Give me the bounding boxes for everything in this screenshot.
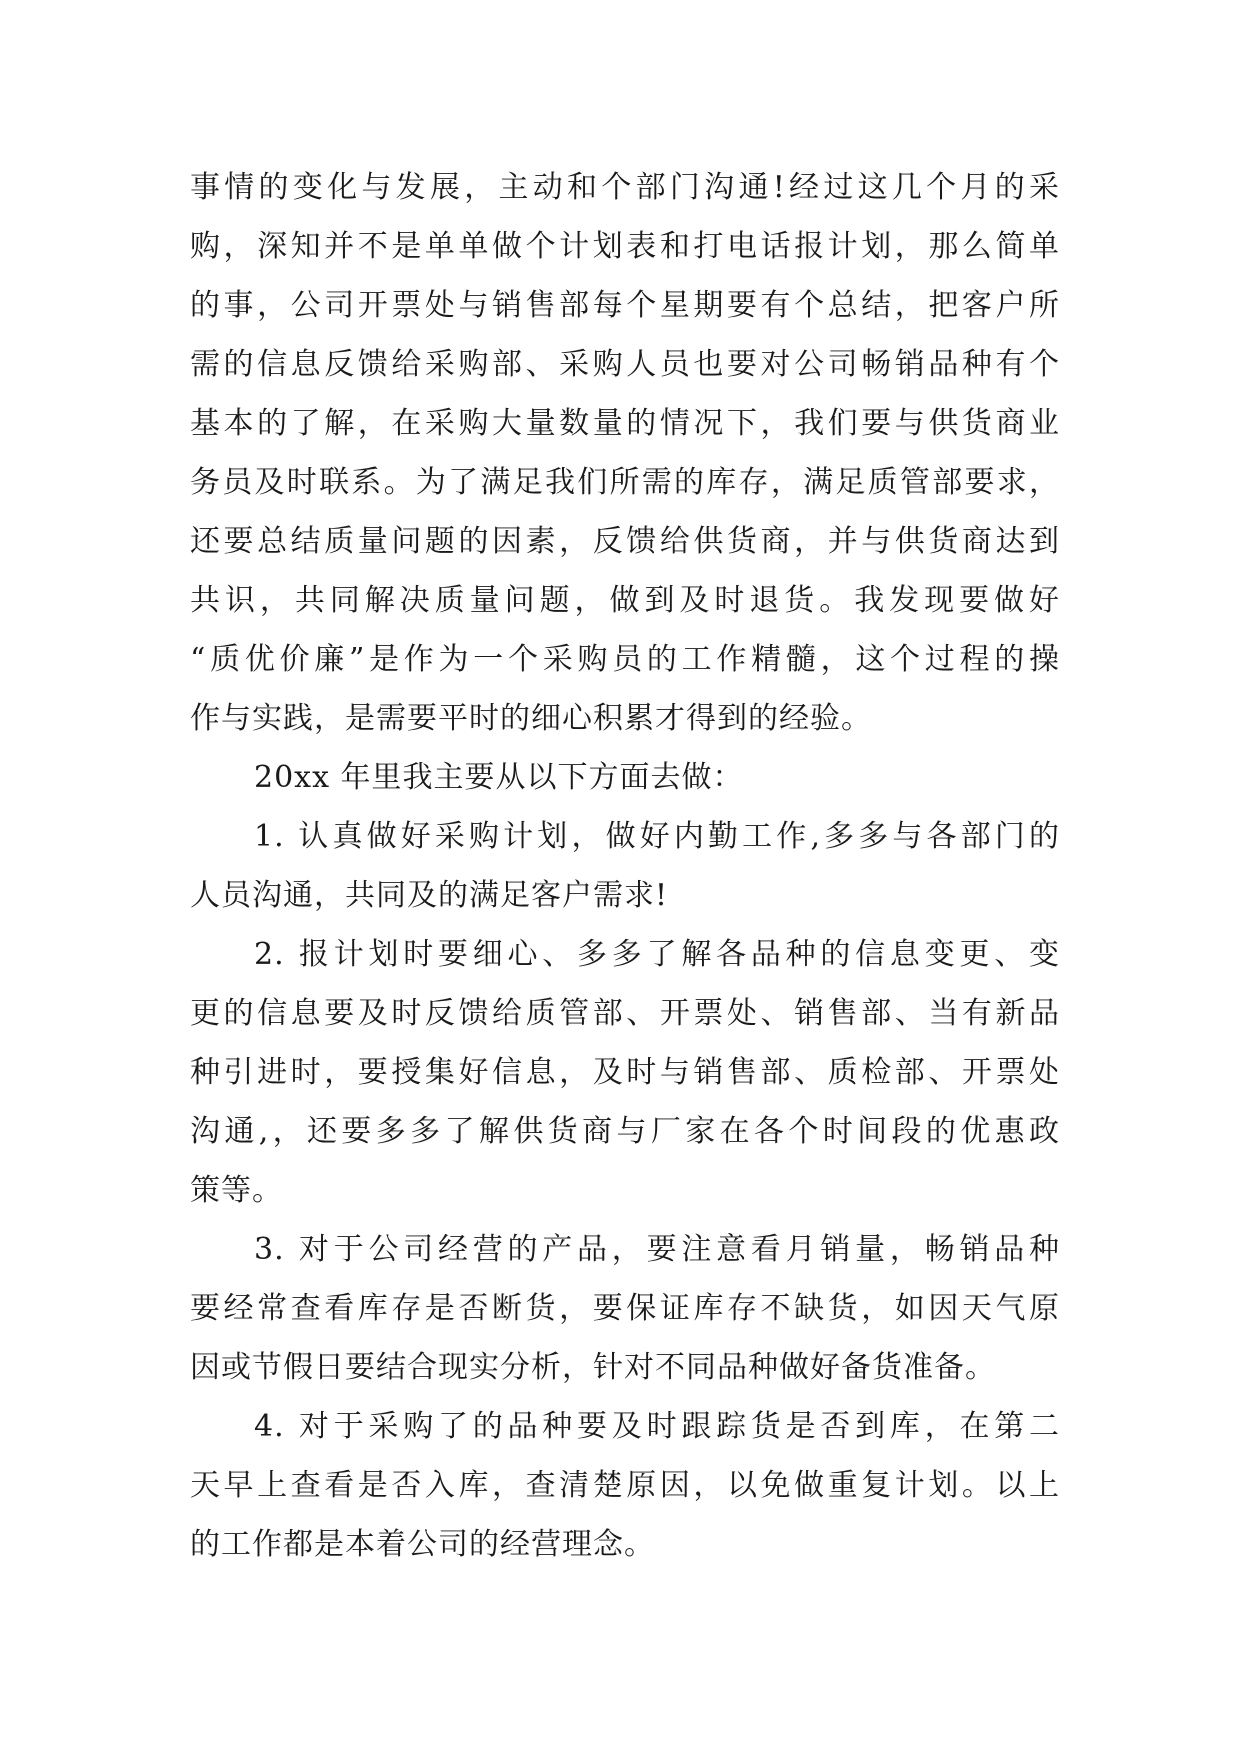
text-line: 沟通,，还要多多了解供货商与厂家在各个时间段的优惠政 <box>190 1114 1060 1149</box>
text-line: 因或节假日要结合现实分析，针对不同品种做好备货准备。 <box>190 1350 996 1385</box>
text-line: 还要总结质量问题的因素，反馈给供货商，并与供货商达到 <box>190 524 1060 559</box>
text-line: 的工作都是本着公司的经营理念。 <box>190 1527 655 1562</box>
text-line: “质优价廉”是作为一个采购员的工作精髓，这个过程的操 <box>190 642 1060 677</box>
text-line: 要经常查看库存是否断货，要保证库存不缺货，如因天气原 <box>190 1291 1060 1326</box>
document-body <box>190 158 1060 1574</box>
text-line: 1. 认真做好采购计划，做好内勤工作,多多与各部门的 <box>254 819 1060 854</box>
text-line: 3. 对于公司经营的产品，要注意看月销量，畅销品种 <box>254 1232 1060 1267</box>
text-line: 作与实践，是需要平时的细心积累才得到的经验。 <box>190 701 872 736</box>
text-line: 购，深知并不是单单做个计划表和打电话报计划，那么简单 <box>190 229 1060 264</box>
text-line: 天早上查看是否入库，查清楚原因，以免做重复计划。以上 <box>190 1468 1060 1503</box>
text-line: 更的信息要及时反馈给质管部、开票处、销售部、当有新品 <box>190 996 1060 1031</box>
text-line: 共识，共同解决质量问题，做到及时退货。我发现要做好 <box>190 583 1060 618</box>
text-line: 需的信息反馈给采购部、采购人员也要对公司畅销品种有个 <box>190 347 1060 382</box>
text-line: 基本的了解，在采购大量数量的情况下，我们要与供货商业 <box>190 406 1060 441</box>
text-line: 策等。 <box>190 1173 283 1208</box>
text-line: 种引进时，要授集好信息，及时与销售部、质检部、开票处 <box>190 1055 1060 1090</box>
text-line: 的事，公司开票处与销售部每个星期要有个总结，把客户所 <box>190 288 1060 323</box>
text-line: 20xx 年里我主要从以下方面去做： <box>254 760 744 795</box>
text-line: 人员沟通，共同及的满足客户需求! <box>190 878 669 913</box>
text-line: 2. 报计划时要细心、多多了解各品种的信息变更、变 <box>254 937 1060 972</box>
text-line: 4. 对于采购了的品种要及时跟踪货是否到库，在第二 <box>254 1409 1060 1444</box>
text-line: 事情的变化与发展，主动和个部门沟通!经过这几个月的采 <box>190 170 1060 205</box>
text-line: 务员及时联系。为了满足我们所需的库存，满足质管部要求， <box>190 465 1060 500</box>
